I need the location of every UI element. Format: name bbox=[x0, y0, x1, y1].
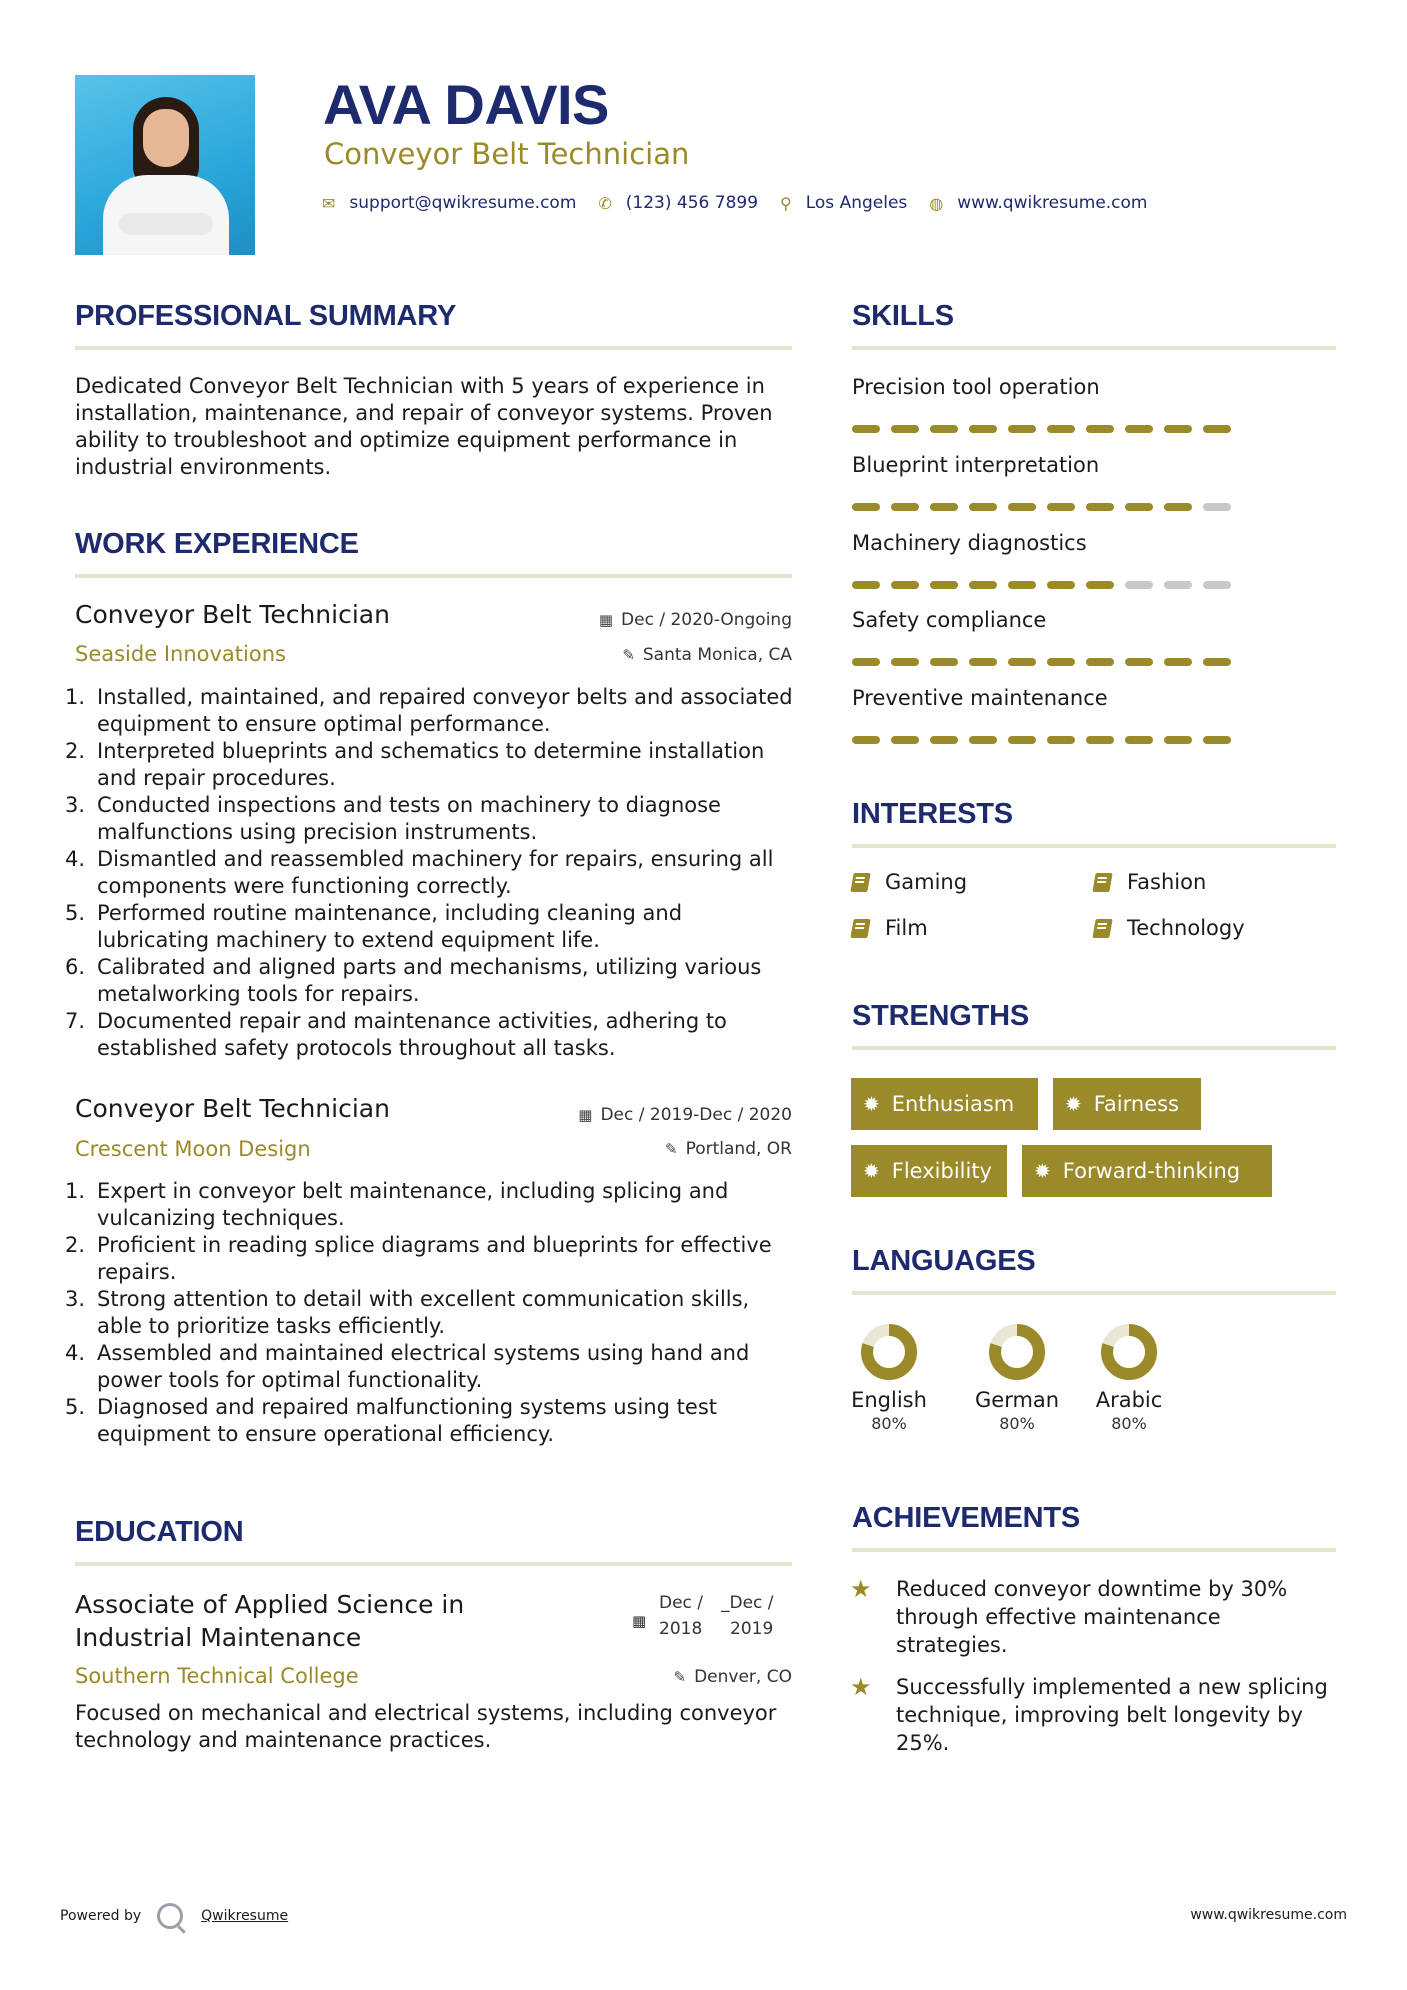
skill-dot-filled bbox=[891, 425, 919, 433]
location-text: Los Angeles bbox=[805, 193, 908, 213]
summary-heading: PROFESSIONAL SUMMARY bbox=[75, 300, 457, 332]
skill-meter bbox=[852, 658, 1242, 666]
education-start-date: Dec / 2018 bbox=[659, 1593, 704, 1639]
location-pin-icon: ⚲ bbox=[780, 193, 792, 213]
strength-chip: ✹ Forward-thinking bbox=[1022, 1145, 1272, 1197]
skill-dot-filled bbox=[1047, 736, 1075, 744]
list-item: 6. Calibrated and aligned parts and mechanisms, utilizing various metalworking tools for repairs. bbox=[65, 955, 762, 1006]
language-percent: 80% bbox=[1111, 1414, 1147, 1433]
footer-website-link[interactable]: www.qwikresume.com bbox=[1190, 1907, 1347, 1923]
job-location: ✎ Portland, OR bbox=[665, 1139, 792, 1159]
skill-dot-filled bbox=[1008, 581, 1036, 589]
email-link[interactable]: support@qwikresume.com bbox=[349, 193, 577, 213]
job-title: Conveyor Belt Technician bbox=[75, 1094, 390, 1123]
pin-icon: ✎ bbox=[622, 646, 635, 664]
strengths-divider bbox=[852, 1046, 1336, 1050]
gear-icon: ✹ bbox=[1065, 1092, 1082, 1116]
skill-dot-filled bbox=[1008, 736, 1036, 744]
skill-dot-filled bbox=[891, 736, 919, 744]
interest-item: Gaming bbox=[852, 870, 967, 894]
list-item: 3. Conducted inspections and tests on machinery to diagnose malfunctions using precision instruments. bbox=[65, 793, 721, 844]
calendar-icon: ▦ bbox=[632, 1612, 647, 1630]
job-bullets bbox=[65, 1178, 799, 1448]
skill-dot-filled bbox=[1047, 425, 1075, 433]
email-icon: ✉ bbox=[322, 193, 336, 213]
interest-item: Film bbox=[852, 916, 928, 940]
list-item: 5. Performed routine maintenance, including cleaning and lubricating machinery to extend equipment life. bbox=[65, 901, 683, 952]
languages-divider bbox=[852, 1291, 1336, 1295]
skill-dot-filled bbox=[1086, 658, 1114, 666]
footer-powered-by bbox=[60, 1903, 288, 1929]
skill-dot-filled bbox=[1125, 503, 1153, 511]
job-dates: ▦ Dec / 2019-Dec / 2020 bbox=[578, 1105, 792, 1125]
work-divider bbox=[75, 574, 792, 578]
skill-dot-empty bbox=[1203, 581, 1231, 589]
phone-text: (123) 456 7899 bbox=[625, 193, 759, 213]
job-bullets bbox=[65, 684, 799, 1062]
education-divider bbox=[75, 1562, 792, 1566]
globe-icon: ◍ bbox=[929, 193, 944, 213]
skill-dot-filled bbox=[852, 658, 880, 666]
language-percent: 80% bbox=[999, 1414, 1035, 1433]
skill-dot-filled bbox=[1008, 658, 1036, 666]
achievements-divider bbox=[852, 1548, 1336, 1552]
skill-dot-filled bbox=[1047, 658, 1075, 666]
skill-dot-filled bbox=[891, 503, 919, 511]
skill-dot-filled bbox=[930, 736, 958, 744]
interests-divider bbox=[852, 844, 1336, 848]
skill-dot-empty bbox=[1164, 581, 1192, 589]
language-name: German bbox=[975, 1388, 1060, 1412]
skill-dot-filled bbox=[852, 581, 880, 589]
strength-chip: ✹ Enthusiasm bbox=[851, 1078, 1038, 1130]
skill-meter bbox=[852, 581, 1242, 589]
skills-divider bbox=[852, 346, 1336, 350]
education-text: Focused on mechanical and electrical systems, including conveyor technology and maintenance practices. bbox=[75, 1701, 777, 1752]
skill-dot-filled bbox=[852, 425, 880, 433]
skill-dot-filled bbox=[969, 425, 997, 433]
work-heading: WORK EXPERIENCE bbox=[75, 528, 359, 560]
skill-dot-filled bbox=[930, 425, 958, 433]
pin-icon: ✎ bbox=[673, 1668, 687, 1686]
skill-dot-filled bbox=[891, 658, 919, 666]
skill-name: Machinery diagnostics bbox=[852, 531, 1087, 555]
skill-dot-filled bbox=[1047, 581, 1075, 589]
achievements-heading: ACHIEVEMENTS bbox=[852, 1502, 1081, 1534]
interest-item: Fashion bbox=[1094, 870, 1206, 894]
interests-heading: INTERESTS bbox=[852, 798, 1013, 830]
language-name: Arabic bbox=[1095, 1388, 1163, 1412]
list-item: 1. Installed, maintained, and repaired conveyor belts and associated equipment to ensure optimal performance. bbox=[65, 685, 793, 736]
skill-dot-filled bbox=[1125, 425, 1153, 433]
skill-dot-filled bbox=[1008, 425, 1036, 433]
skill-meter bbox=[852, 736, 1242, 744]
skill-dot-empty bbox=[1203, 503, 1231, 511]
star-icon: ★ bbox=[850, 1575, 872, 1603]
list-item: 2. Interpreted blueprints and schematics to determine installation and repair procedures. bbox=[65, 739, 765, 790]
language-ring bbox=[985, 1320, 1049, 1384]
skill-name: Safety compliance bbox=[852, 608, 1047, 632]
language-item bbox=[975, 1320, 1059, 1433]
skill-dot-filled bbox=[891, 581, 919, 589]
contact-bar bbox=[322, 193, 1170, 213]
book-icon bbox=[1092, 873, 1112, 892]
languages-heading: LANGUAGES bbox=[852, 1245, 1036, 1277]
skill-dot-filled bbox=[1086, 581, 1114, 589]
list-item: 1. Expert in conveyor belt maintenance, including splicing and vulcanizing techniques. bbox=[65, 1179, 729, 1230]
interest-item: Technology bbox=[1094, 916, 1245, 940]
skill-dot-filled bbox=[969, 736, 997, 744]
strengths-heading: STRENGTHS bbox=[852, 1000, 1030, 1032]
skill-name: Precision tool operation bbox=[852, 375, 1100, 399]
skills-heading: SKILLS bbox=[852, 300, 954, 332]
skill-dot-filled bbox=[1164, 503, 1192, 511]
job-company: Seaside Innovations bbox=[75, 642, 286, 666]
language-ring bbox=[857, 1320, 921, 1384]
skill-dot-filled bbox=[1125, 736, 1153, 744]
language-item bbox=[847, 1320, 931, 1433]
gear-icon: ✹ bbox=[863, 1092, 880, 1116]
job-dates: ▦ Dec / 2020-Ongoing bbox=[598, 610, 792, 630]
language-ring bbox=[1097, 1320, 1161, 1384]
profile-photo bbox=[75, 75, 255, 255]
skill-dot-filled bbox=[1125, 658, 1153, 666]
skill-dot-filled bbox=[969, 581, 997, 589]
skill-dot-filled bbox=[1164, 736, 1192, 744]
skill-dot-filled bbox=[852, 736, 880, 744]
skill-dot-filled bbox=[1203, 736, 1231, 744]
skill-meter bbox=[852, 425, 1242, 433]
skill-name: Blueprint interpretation bbox=[852, 453, 1100, 477]
skill-dot-filled bbox=[930, 658, 958, 666]
skill-dot-filled bbox=[1203, 658, 1231, 666]
skill-dot-empty bbox=[1125, 581, 1153, 589]
degree-title: Associate of Applied Science in Industrial Maintenance bbox=[75, 1590, 465, 1652]
skill-name: Preventive maintenance bbox=[852, 686, 1108, 710]
book-icon bbox=[850, 919, 870, 938]
star-icon: ★ bbox=[850, 1673, 872, 1701]
skill-dot-filled bbox=[930, 503, 958, 511]
skill-dot-filled bbox=[852, 503, 880, 511]
candidate-role: Conveyor Belt Technician bbox=[324, 137, 690, 171]
list-item: 2. Proficient in reading splice diagrams and blueprints for effective repairs. bbox=[65, 1233, 772, 1284]
skill-dot-filled bbox=[1164, 425, 1192, 433]
powered-by-label: Powered by bbox=[60, 1908, 142, 1924]
book-icon bbox=[850, 873, 870, 892]
list-item: 4. Dismantled and reassembled machinery for repairs, ensuring all components were functioning correctly. bbox=[65, 847, 774, 898]
skill-dot-filled bbox=[1203, 425, 1231, 433]
skill-dot-filled bbox=[969, 503, 997, 511]
list-item: 7. Documented repair and maintenance activities, adhering to established safety protocols throughout all tasks. bbox=[65, 1009, 727, 1060]
strength-chip: ✹ Fairness bbox=[1053, 1078, 1201, 1130]
list-item: 4. Assembled and maintained electrical systems using hand and power tools for optimal functionality. bbox=[65, 1341, 750, 1392]
skill-dot-filled bbox=[1164, 658, 1192, 666]
gear-icon: ✹ bbox=[1034, 1159, 1051, 1183]
list-item: 5. Diagnosed and repaired malfunctioning systems using test equipment to ensure operational efficiency. bbox=[65, 1395, 717, 1446]
education-end-date: _Dec / 2019 bbox=[721, 1593, 774, 1639]
brand-link[interactable]: Qwikresume bbox=[201, 1908, 289, 1924]
calendar-icon: ▦ bbox=[578, 1106, 593, 1124]
gear-icon: ✹ bbox=[863, 1159, 880, 1183]
job-location: ✎ Santa Monica, CA bbox=[622, 645, 792, 665]
job-title: Conveyor Belt Technician bbox=[75, 600, 390, 629]
language-item bbox=[1087, 1320, 1171, 1433]
list-item: 3. Strong attention to detail with excellent communication skills, able to prioritize tasks efficiently. bbox=[65, 1287, 750, 1338]
skill-dot-filled bbox=[969, 658, 997, 666]
job-company: Crescent Moon Design bbox=[75, 1137, 311, 1161]
skill-dot-filled bbox=[1086, 503, 1114, 511]
language-name: English bbox=[851, 1388, 927, 1412]
strength-chip: ✹ Flexibility bbox=[851, 1145, 1007, 1197]
summary-divider bbox=[75, 346, 792, 350]
qwikresume-logo-icon bbox=[157, 1903, 183, 1929]
skill-dot-filled bbox=[1086, 736, 1114, 744]
skill-dot-filled bbox=[1086, 425, 1114, 433]
education-location: ✎ Denver, CO bbox=[673, 1667, 792, 1687]
phone-icon: ✆ bbox=[598, 193, 612, 213]
website-link[interactable]: www.qwikresume.com bbox=[957, 193, 1148, 213]
skill-dot-filled bbox=[1047, 503, 1075, 511]
school-name: Southern Technical College bbox=[75, 1664, 359, 1688]
education-heading: EDUCATION bbox=[75, 1516, 244, 1548]
calendar-icon: ▦ bbox=[598, 611, 614, 629]
achievement-item: Reduced conveyor downtime by 30% through effective maintenance strategies. bbox=[896, 1577, 1288, 1657]
achievement-item: Successfully implemented a new splicing technique, improving belt longevity by 25%. bbox=[896, 1675, 1328, 1755]
language-percent: 80% bbox=[871, 1414, 907, 1433]
pin-icon: ✎ bbox=[665, 1140, 678, 1158]
book-icon bbox=[1092, 919, 1112, 938]
skill-dot-filled bbox=[930, 581, 958, 589]
skill-meter bbox=[852, 503, 1242, 511]
summary-text: Dedicated Conveyor Belt Technician with 5 years of experience in installation, maintenance, and repair of conveyor systems. Proven ability to troubleshoot and optimize equipment performance in industrial environments. bbox=[75, 374, 773, 479]
candidate-name: AVA DAVIS bbox=[323, 73, 609, 136]
skill-dot-filled bbox=[1008, 503, 1036, 511]
